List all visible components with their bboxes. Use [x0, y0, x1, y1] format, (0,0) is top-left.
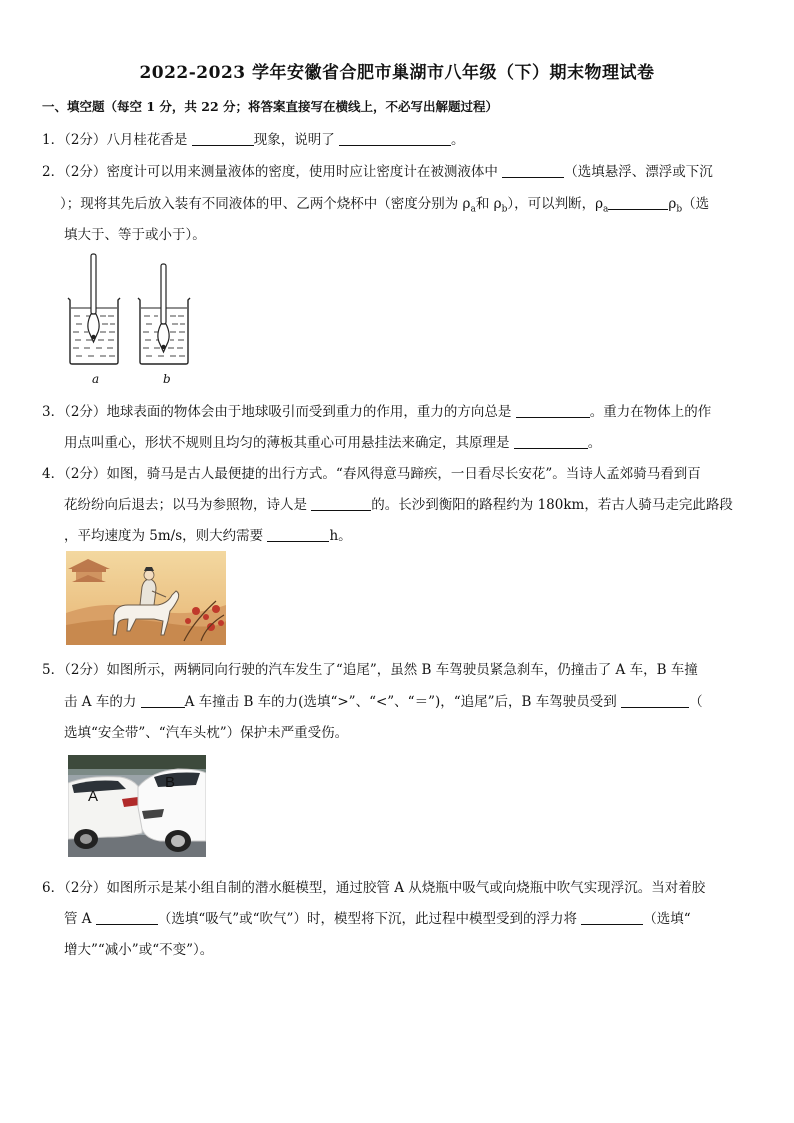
question-3 — [42, 400, 711, 420]
subscript: a — [603, 204, 609, 215]
page-title: 2022-2023 学年安徽省合肥市巢湖市八年级（下）期末物理试卷 — [139, 63, 655, 83]
punctuation: 。 — [451, 132, 465, 148]
question-text: （选填“吸气”或“吹气”）时，模型将下沉，此过程中模型受到的浮力将 — [157, 911, 577, 927]
question-text: 八月桂花香是 — [106, 132, 188, 148]
question-score: （2分） — [64, 404, 107, 420]
question-text: A 车撞击 B 车的力(选填“>”、“<”、“＝”)，“追尾”后，B 车驾驶员受到 — [184, 694, 617, 710]
punctuation: （ — [689, 694, 703, 710]
answer-blank[interactable] — [621, 694, 689, 708]
question-text: 的。长沙到衡阳的路程约为 180km，若古人骑马走完此路段 — [371, 497, 733, 513]
question-score: （2分） — [64, 132, 107, 148]
question-text: 用点叫重心，形状不规则且均匀的薄板其重心可用悬挂法来确定，其原理是 — [64, 435, 510, 451]
answer-blank[interactable] — [514, 435, 588, 449]
question-number: 2． — [42, 164, 65, 180]
section-heading: 一、填空题（每空 1 分，共 22 分；将答案直接写在横线上，不必写出解题过程） — [42, 99, 499, 114]
question-text: 地球表面的物体会由于地球吸引而受到重力的作用，重力的方向总是 — [106, 404, 512, 420]
question-2-line-3: 填大于、等于或小于）。 — [64, 227, 206, 243]
question-text: ）；现将其先后放入装有不同液体的甲、乙两个烧杯中（密度分别为 ρ — [60, 196, 471, 212]
question-text: h。 — [329, 528, 352, 544]
question-text: （选填悬浮、漂浮或下沉 — [564, 164, 713, 180]
question-number: 4． — [42, 466, 65, 482]
question-score: （2分） — [64, 662, 107, 678]
question-number: 6． — [42, 880, 65, 896]
question-4-line-2 — [64, 493, 733, 513]
question-text: 花纷纷向后退去；以马为参照物，诗人是 — [64, 497, 307, 513]
question-6-line-2 — [64, 907, 691, 927]
hydrometer-figure — [62, 250, 202, 385]
question-number: 5． — [42, 662, 65, 678]
question-5 — [42, 658, 698, 678]
beaker-b — [138, 264, 190, 364]
question-4 — [42, 462, 701, 482]
question-text: 现象，说明了 — [253, 132, 335, 148]
car-label-b: B — [165, 774, 176, 791]
answer-blank[interactable] — [192, 132, 254, 146]
question-text: 。重力在物体上的作 — [589, 404, 712, 420]
question-text: 击 A 车的力 — [64, 694, 137, 710]
question-text: ），可以判断，ρ — [507, 196, 604, 212]
question-text: ，平均速度为 5m/s，则大约需要 — [64, 528, 264, 544]
horse-rider-illustration — [66, 551, 226, 645]
question-text: （选 — [682, 196, 710, 212]
question-2 — [42, 160, 713, 180]
car-collision-photo — [68, 755, 206, 857]
car-label-a: A — [88, 788, 99, 805]
question-score: （2分） — [64, 164, 107, 180]
subscript: b — [676, 204, 683, 215]
question-6-line-3: 增大”“减小”或“不变”）。 — [64, 942, 214, 958]
question-text: ρ — [668, 196, 677, 212]
question-4-line-3 — [64, 524, 352, 544]
question-text: 和 ρ — [475, 196, 502, 212]
question-score: （2分） — [64, 880, 107, 896]
answer-blank[interactable] — [311, 497, 371, 511]
question-text: 管 A — [64, 911, 92, 927]
answer-blank[interactable] — [581, 911, 643, 925]
answer-blank[interactable] — [502, 164, 564, 178]
subscript: a — [470, 204, 476, 215]
caption-b: b — [163, 372, 171, 386]
subscript: b — [501, 204, 508, 215]
answer-blank[interactable] — [141, 694, 185, 708]
question-3-line-2 — [64, 431, 601, 451]
answer-blank[interactable] — [339, 132, 451, 146]
question-6 — [42, 876, 705, 896]
question-text: 如图所示，两辆同向行驶的汽车发生了“追尾”，虽然 B 车驾驶员紧急刹车，仍撞击了 A 车，B 车撞 — [106, 662, 698, 678]
answer-blank[interactable] — [516, 404, 590, 418]
punctuation: 。 — [587, 435, 602, 451]
answer-blank[interactable] — [96, 911, 158, 925]
question-text: 如图，骑马是古人最便捷的出行方式。“春风得意马蹄疾，一日看尽长安花”。当诗人孟郊骑马看到百 — [106, 466, 701, 482]
question-5-line-2 — [64, 690, 703, 710]
question-number: 3． — [42, 404, 65, 420]
beaker-a — [68, 254, 120, 364]
question-2-line-2 — [60, 192, 709, 215]
caption-a: a — [92, 372, 100, 386]
question-text: （选填“ — [643, 911, 691, 927]
question-5-line-3: 选填“安全带”、“汽车头枕”）保护未严重受伤。 — [64, 725, 349, 741]
question-number: 1． — [42, 132, 65, 148]
answer-blank[interactable] — [267, 528, 329, 542]
question-text: 密度计可以用来测量液体的密度，使用时应让密度计在被测液体中 — [106, 164, 498, 180]
answer-blank[interactable] — [608, 196, 668, 210]
question-score: （2分） — [64, 466, 107, 482]
question-text: 如图所示是某小组自制的潜水艇模型，通过胶管 A 从烧瓶中吸气或向烧瓶中吹气实现浮沉。当对着胶 — [106, 880, 706, 896]
question-1 — [42, 128, 465, 148]
